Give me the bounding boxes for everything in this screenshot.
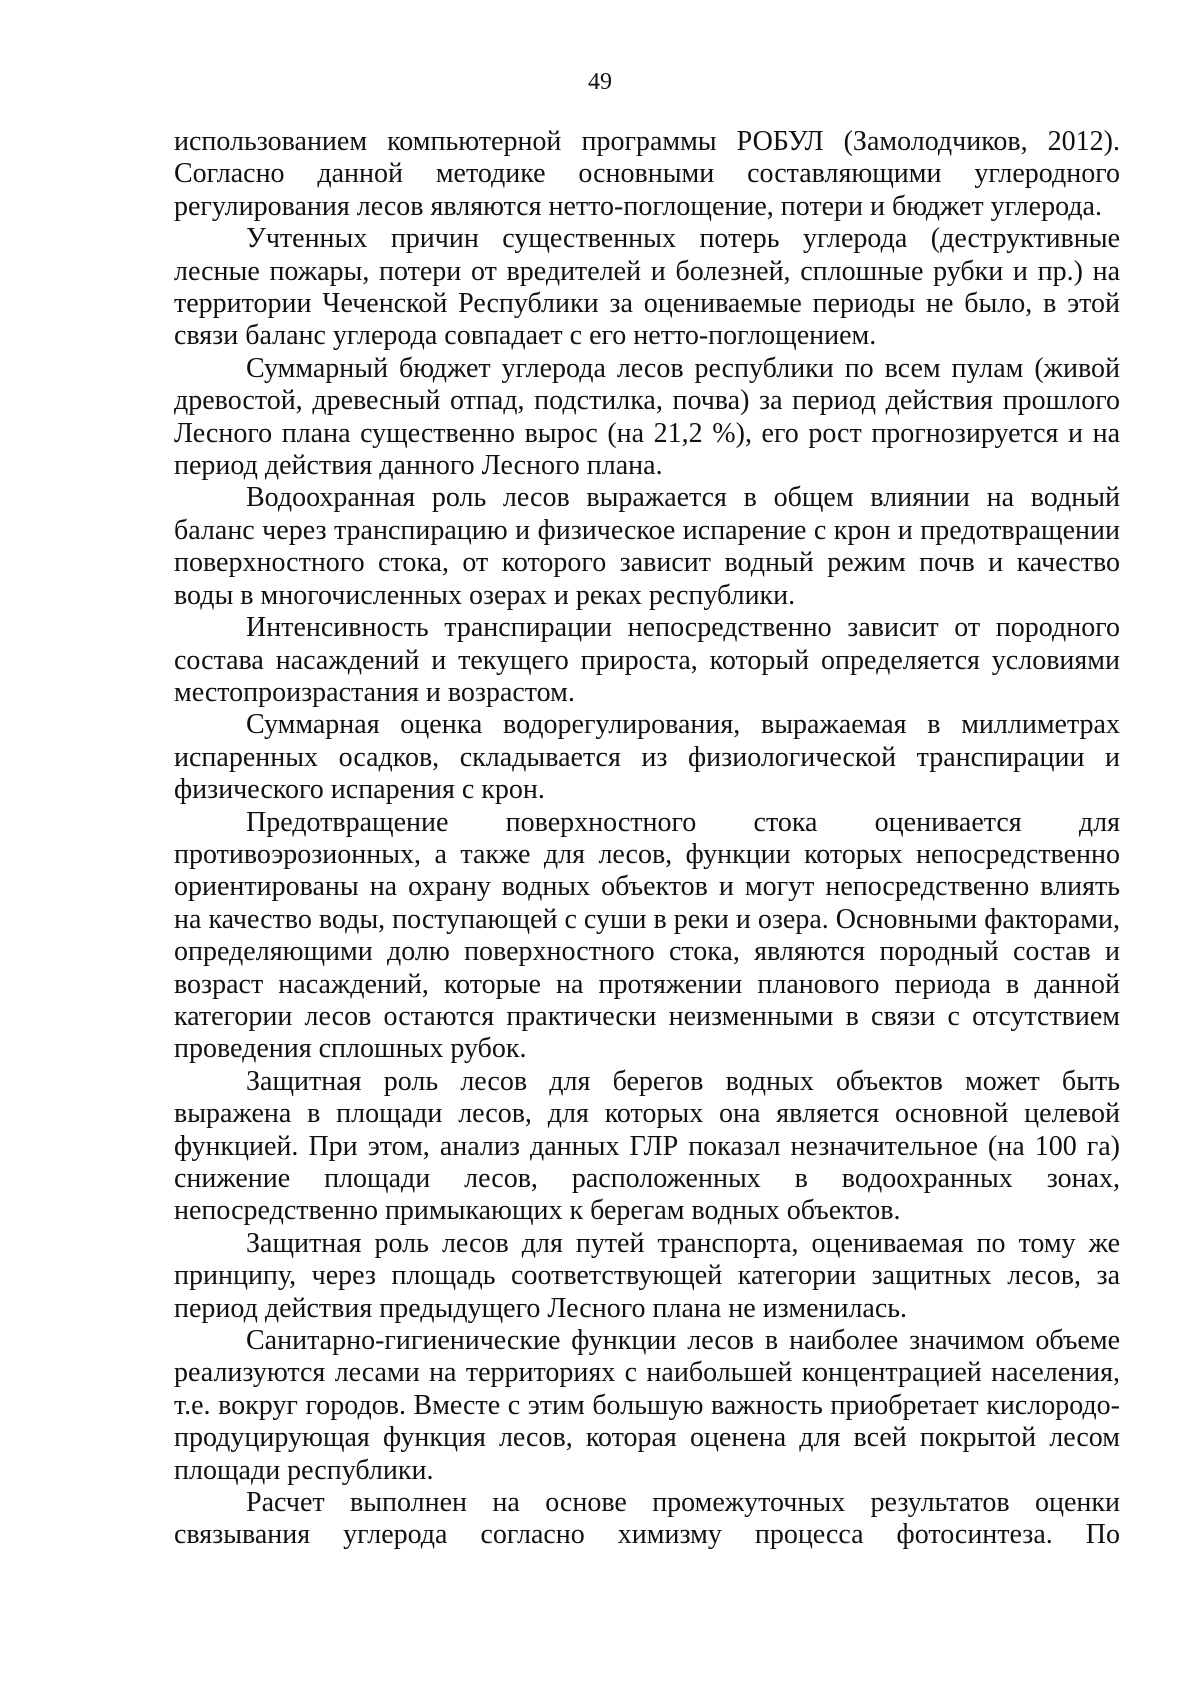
paragraph-5: Интенсивность транспирации непосредственно зависит от породного состава насаждений и текущего прироста, который определяется условиями местопроизрастания и возрастом. bbox=[174, 612, 1120, 708]
paragraph-3: Суммарный бюджет углерода лесов республики по всем пулам (живой древостой, древесный отпад, подстилка, почва) за период действия прошлого Лесного плана существенно вырос (на 21,2 %), его рост прогнозируется и на период действия данного Лесного плана. bbox=[174, 352, 1120, 482]
paragraph-2: Учтенных причин существенных потерь углерода (деструктивные лесные пожары, потери от вредителей и болезней, сплошные рубки и пр.) на территории Чеченской Республики за оцениваемые периоды не было, в этой связи баланс углерода совпадает с его нетто-поглощением. bbox=[174, 223, 1120, 352]
paragraph-4: Водоохранная роль лесов выражается в общем влиянии на водный баланс через транспирацию и физическое испарение с крон и предотвращении поверхностного стока, от которого зависит водный режим почв и качество воды в многочисленных озерах и реках республики. bbox=[174, 482, 1120, 611]
paragraph-9: Защитная роль лесов для путей транспорта, оцениваемая по тому же принципу, через площадь соответствующей категории защитных лесов, за период действия предыдущего Лесного плана не изменилась. bbox=[174, 1227, 1120, 1324]
paragraph-8: Защитная роль лесов для берегов водных объектов может быть выражена в площади лесов, для которых она является основной целевой функцией. При этом, анализ данных ГЛР показал незначительное (на 100 га) снижение площади лесов, расположенных в водоохранных зонах, непосредственно примыкающих к берегам водных объектов. bbox=[174, 1065, 1120, 1227]
paragraph-7: Предотвращение поверхностного стока оценивается для противоэрозионных, а также для лесов, функции которых непосредственно ориентированы на охрану водных объектов и могут непосредственно влиять на качество воды, поступающей с суши в реки и озера. Основными факторами, определяющими долю поверхностного стока, являются породный состав и возраст насаждений, которые на протяжении планового периода в данной категории лесов остаются практически неизменными в связи с отсутствием проведения сплошных рубок. bbox=[174, 806, 1120, 1065]
paragraph-1: использованием компьютерной программы РОБУЛ (Замолодчиков, 2012). Согласно данной методике основными составляющими углеродного регулирования лесов являются нетто-поглощение, потери и бюджет углерода. bbox=[174, 126, 1120, 222]
paragraph-10: Санитарно-гигиенические функции лесов в наиболее значимом объеме реализуются лесами на территориях с наибольшей концентрацией населения, т.е. вокруг городов. Вместе с этим большую важность приобретает кислородо-продуцирующая функция лесов, которая оценена для всей покрытой лесом площади республики. bbox=[174, 1325, 1120, 1486]
paragraph-11: Расчет выполнен на основе промежуточных результатов оценки связывания углерода согласно химизму процесса фотосинтеза. По bbox=[174, 1487, 1120, 1551]
page-number: 49 bbox=[588, 69, 612, 95]
paragraph-6: Суммарная оценка водорегулирования, выражаемая в миллиметрах испаренных осадков, складывается из физиологической транспирации и физического испарения с крон. bbox=[174, 709, 1120, 806]
document-body bbox=[174, 126, 1120, 1552]
